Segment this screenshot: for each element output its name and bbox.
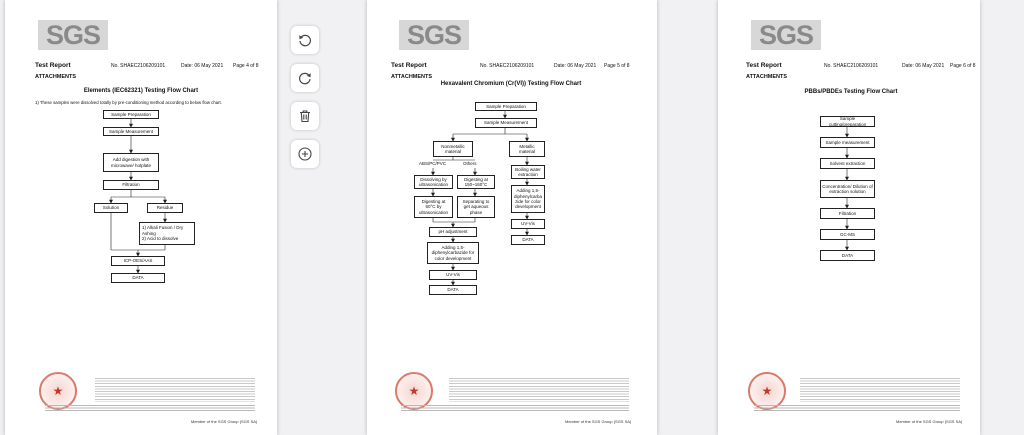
flow-step: Solution <box>94 203 128 213</box>
flow-step: Metallic material <box>509 141 545 157</box>
rotate-left-icon <box>297 32 313 48</box>
flow-step: Sample Measurement <box>475 118 537 128</box>
sgs-logo: SGS <box>38 20 108 50</box>
branch-label: ABS/PC/PVC <box>419 161 447 166</box>
trash-icon <box>297 108 313 124</box>
delete-page-button[interactable] <box>291 102 319 130</box>
document-page-5[interactable] <box>367 0 657 435</box>
report-title: Test Report <box>746 62 782 69</box>
flow-step: Sample measurement <box>820 137 875 148</box>
flow-step: Concentration/ Dilution of extraction solution <box>820 180 875 198</box>
plus-circle-icon <box>297 146 313 162</box>
chart-title: Hexavalent Chromium (Cr(VI)) Testing Flow Chart <box>440 81 582 87</box>
flow-step: GC-MS <box>820 229 875 240</box>
flow-step: Sample cutting/preparation <box>820 116 875 127</box>
flow-step: UV-Vis <box>429 270 477 280</box>
rotate-right-icon <box>297 70 313 86</box>
flow-step: Filtration <box>103 180 159 190</box>
page-number: Page 6 of 8 <box>950 63 976 69</box>
flow-step: Dissolving by ultrasonication <box>414 175 453 189</box>
flow-step: Nonmetallic material <box>433 141 473 157</box>
flow-step: UV-Vis <box>511 219 545 229</box>
report-date: Date: 06 May 2021 <box>902 63 945 69</box>
address-text <box>401 405 629 413</box>
flow-step: Separating to get aqueous phase <box>457 196 495 218</box>
disclaimer-text <box>800 378 960 402</box>
flow-step: DATA <box>429 285 477 295</box>
branch-label: Others <box>463 161 477 166</box>
disclaimer-text <box>449 378 629 402</box>
sgs-logo: SGS <box>751 20 821 50</box>
report-date: Date: 06 May 2021 <box>554 63 597 69</box>
flow-step: DATA <box>111 273 165 283</box>
attachments-heading: ATTACHMENTS <box>35 74 77 80</box>
member-note: Member of the SGS Group (SGS SA) <box>191 419 258 424</box>
flow-step: ICP-OES/AAS <box>111 256 165 266</box>
sgs-seal-stamp: ★ <box>39 372 77 410</box>
disclaimer-text <box>95 378 255 402</box>
report-number: No. SHAEC2106209101 <box>480 63 535 69</box>
flow-arrows <box>5 0 277 300</box>
flow-step: Filtration <box>820 208 875 219</box>
address-text <box>45 405 255 413</box>
attachments-heading: ATTACHMENTS <box>391 74 433 80</box>
rotate-right-button[interactable] <box>291 64 319 92</box>
report-number: No. SHAEC2106209101 <box>824 63 879 69</box>
document-page-4[interactable] <box>5 0 277 435</box>
flow-step: Digesting at 150~160°C <box>457 175 495 189</box>
attachments-heading: ATTACHMENTS <box>746 74 788 80</box>
flow-step: DATA <box>820 250 875 261</box>
flow-step: Add digestion with microwave/ hotplate <box>103 153 159 172</box>
chart-note: 1) These samples were dissolved totally by pre-conditioning method according to below flow chart. <box>35 100 222 105</box>
flow-step: Solvent extraction <box>820 158 875 169</box>
report-title: Test Report <box>35 62 71 69</box>
flow-step: Sample Measurement <box>103 127 159 136</box>
address-text <box>754 405 960 413</box>
page-number: Page 4 of 8 <box>233 63 259 69</box>
flow-step: Residue <box>147 203 183 213</box>
rotate-left-button[interactable] <box>291 26 319 54</box>
sgs-seal-stamp: ★ <box>395 372 433 410</box>
flow-step: 1) Alkali Fusion / Dry Ashing 2) Acid to dissolve <box>139 222 195 245</box>
member-note: Member of the SGS Group (SGS SA) <box>565 419 632 424</box>
flow-step: Adding 1,5-diphenylcarbazide for color development <box>427 242 479 264</box>
sgs-seal-stamp: ★ <box>748 372 786 410</box>
chart-title: Elements (IEC62321) Testing Flow Chart <box>83 88 199 94</box>
chart-title: PBBs/PBDEs Testing Flow Chart <box>804 89 898 95</box>
document-page-6[interactable] <box>718 0 980 435</box>
sgs-logo: SGS <box>399 20 469 50</box>
member-note: Member of the SGS Group (SGS SA) <box>896 419 963 424</box>
report-date: Date: 06 May 2021 <box>181 63 224 69</box>
page-number: Page 5 of 8 <box>604 63 630 69</box>
flow-step: Boiling water extraction <box>511 165 545 179</box>
report-number: No. SHAEC2106209101 <box>111 63 166 69</box>
flow-step: pH adjustment <box>429 227 477 237</box>
flow-step: DATA <box>511 235 545 245</box>
add-page-button[interactable] <box>291 140 319 168</box>
flow-step: Adding 1,5-diphenylcarba zide for color development <box>511 185 545 213</box>
flow-step: Sample Preparation <box>103 110 159 119</box>
report-title: Test Report <box>391 62 427 69</box>
flow-step: Sample Preparation <box>475 102 537 111</box>
flow-step: Digesting at 60°C by ultrasonication <box>414 196 453 218</box>
